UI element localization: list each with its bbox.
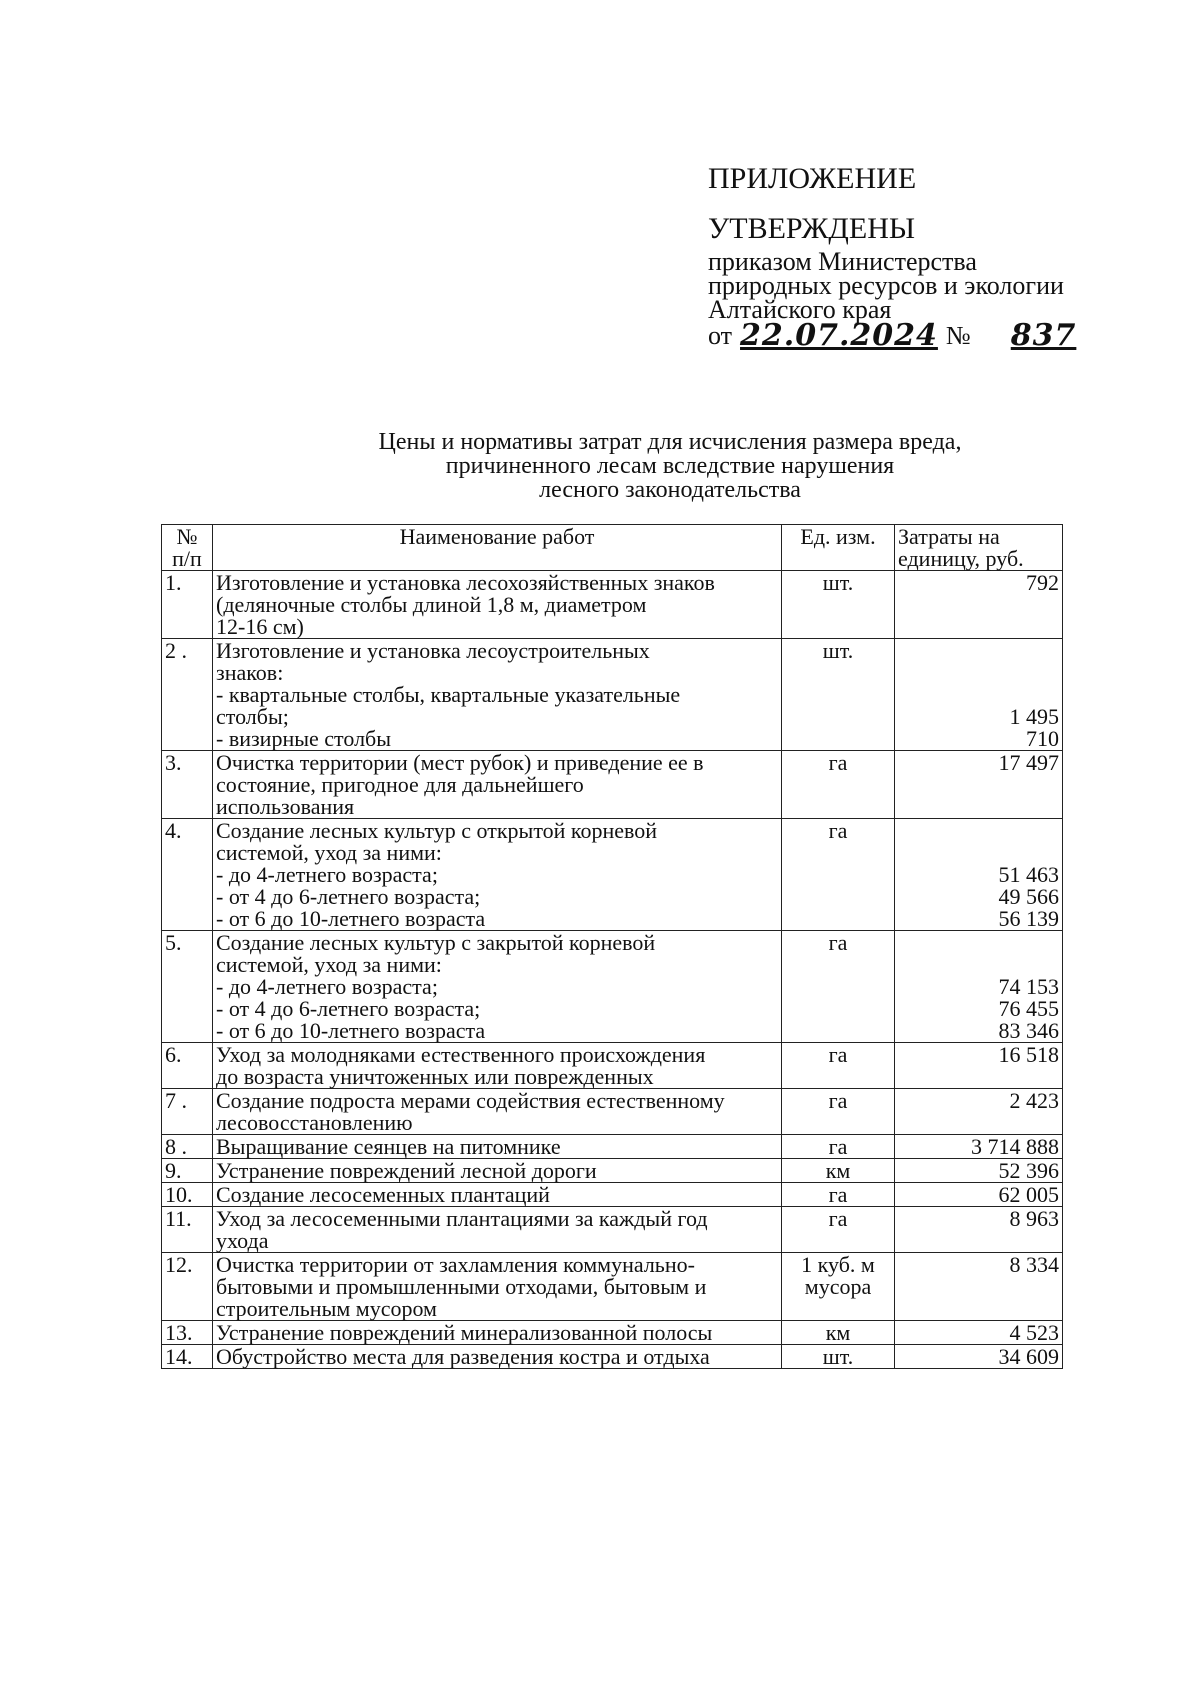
row-cost xyxy=(895,1321,1063,1345)
table-row xyxy=(162,571,1063,639)
row-unit: га xyxy=(782,751,895,819)
row-number: 14. xyxy=(162,1345,213,1369)
cost-value: 56 139 xyxy=(998,906,1059,931)
row-cost xyxy=(895,1183,1063,1207)
work-name-line: лесовосстановлению xyxy=(216,1110,413,1135)
row-number: 10. xyxy=(162,1183,213,1207)
work-name-line: Устранение повреждений лесной дороги xyxy=(216,1158,597,1183)
work-name-line: Изготовление и установка лесоустроительных xyxy=(216,638,650,663)
work-name-line: системой, уход за ними: xyxy=(216,840,442,865)
row-work-name xyxy=(213,1043,782,1089)
row-work-name xyxy=(213,639,782,751)
header-num: № п/п xyxy=(162,525,213,571)
row-work-name xyxy=(213,751,782,819)
order-date-handwritten: 22.07.2024 xyxy=(740,318,938,353)
work-name-line: - от 4 до 6-летнего возраста; xyxy=(216,996,481,1021)
row-unit: га xyxy=(782,1207,895,1253)
row-unit: шт. xyxy=(782,571,895,639)
row-number: 11. xyxy=(162,1207,213,1253)
row-cost xyxy=(895,1253,1063,1321)
title-line-3: лесного законодательства xyxy=(539,477,801,503)
work-name-line: Создание лесных культур с открытой корневой xyxy=(216,818,658,843)
cost-value: 4 523 xyxy=(1009,1320,1059,1345)
row-cost xyxy=(895,751,1063,819)
approval-line-3: Алтайского края xyxy=(708,295,892,324)
cost-value: 792 xyxy=(1026,570,1059,595)
work-name-line: Устранение повреждений минерализованной полосы xyxy=(216,1320,713,1345)
row-cost xyxy=(895,1135,1063,1159)
row-unit: шт. xyxy=(782,1345,895,1369)
work-name-line: 12-16 см) xyxy=(216,614,304,639)
work-name-line: - от 6 до 10-летнего возраста xyxy=(216,906,486,931)
row-unit: га xyxy=(782,1089,895,1135)
row-number: 8 . xyxy=(162,1135,213,1159)
work-name-line: - от 4 до 6-летнего возраста; xyxy=(216,884,481,909)
cost-value: 8 963 xyxy=(1009,1206,1059,1231)
work-name-line: состояние, пригодное для дальнейшего xyxy=(216,772,584,797)
cost-value: 74 153 xyxy=(998,974,1059,999)
order-number-handwritten: 837 xyxy=(1010,318,1077,353)
work-name-line: Обустройство места для разведения костра и отдыха xyxy=(216,1344,710,1369)
work-name-line: Изготовление и установка лесохозяйственных знаков xyxy=(216,570,715,595)
work-name-line: знаков: xyxy=(216,660,284,685)
work-name-line: Уход за лесосеменными плантациями за каждый год xyxy=(216,1206,708,1231)
table-row xyxy=(162,1135,1063,1159)
row-work-name xyxy=(213,1135,782,1159)
row-work-name xyxy=(213,1183,782,1207)
cost-norms-table xyxy=(161,524,1063,1369)
row-cost xyxy=(895,1043,1063,1089)
work-name-line: ухода xyxy=(216,1228,269,1253)
cost-value: 52 396 xyxy=(998,1158,1059,1183)
row-cost xyxy=(895,931,1063,1043)
table-row xyxy=(162,1321,1063,1345)
cost-value: 76 455 xyxy=(998,996,1059,1021)
row-unit: км xyxy=(782,1321,895,1345)
table-row xyxy=(162,1043,1063,1089)
cost-value: 1 495 xyxy=(1009,704,1059,729)
cost-value: 8 334 xyxy=(1009,1252,1059,1277)
table-row xyxy=(162,1207,1063,1253)
work-name-line: - визирные столбы xyxy=(216,726,392,751)
header-cost: Затраты на единицу, руб. xyxy=(895,525,1063,571)
row-number: 9. xyxy=(162,1159,213,1183)
work-name-line: Выращивание сеянцев на питомнике xyxy=(216,1134,561,1159)
row-unit: га xyxy=(782,1135,895,1159)
table-row xyxy=(162,1183,1063,1207)
work-name-line: Уход за молодняками естественного происхождения xyxy=(216,1042,706,1067)
row-cost xyxy=(895,571,1063,639)
row-number: 13. xyxy=(162,1321,213,1345)
cost-value: 2 423 xyxy=(1009,1088,1059,1113)
work-name-line: - до 4-летнего возраста; xyxy=(216,862,438,887)
cost-value: 83 346 xyxy=(998,1018,1059,1043)
row-unit: га xyxy=(782,819,895,931)
row-unit: га xyxy=(782,1043,895,1089)
title-line-1: Цены и нормативы затрат для исчисления размера вреда, xyxy=(378,429,962,455)
row-work-name xyxy=(213,931,782,1043)
order-date-number xyxy=(708,318,1161,353)
cost-value: 62 005 xyxy=(998,1182,1059,1207)
document-title xyxy=(300,430,1040,502)
table-row xyxy=(162,751,1063,819)
approved-label: УТВЕРЖДЕНЫ xyxy=(708,212,916,245)
work-name-line: до возраста уничтоженных или поврежденных xyxy=(216,1064,654,1089)
row-number: 2 . xyxy=(162,639,213,751)
row-work-name xyxy=(213,571,782,639)
title-line-2: причиненного лесам вследствие нарушения xyxy=(445,453,895,479)
cost-spacer xyxy=(898,932,1059,976)
work-name-line: использования xyxy=(216,794,355,819)
work-name-line: Очистка территории (мест рубок) и приведение ее в xyxy=(216,750,704,775)
work-name-line: - до 4-летнего возраста; xyxy=(216,974,438,999)
approval-line-2: природных ресурсов и экологии xyxy=(708,271,1064,300)
row-work-name xyxy=(213,1159,782,1183)
header-unit: Ед. изм. xyxy=(782,525,895,571)
work-name-line: - от 6 до 10-летнего возраста xyxy=(216,1018,486,1043)
cost-value: 51 463 xyxy=(998,862,1059,887)
table-row xyxy=(162,931,1063,1043)
row-number: 3. xyxy=(162,751,213,819)
row-work-name xyxy=(213,1253,782,1321)
work-name-line: Создание подроста мерами содействия естественному xyxy=(216,1088,725,1113)
row-number: 4. xyxy=(162,819,213,931)
row-cost xyxy=(895,1089,1063,1135)
row-work-name xyxy=(213,1207,782,1253)
row-unit: 1 куб. м мусора xyxy=(782,1253,895,1321)
row-number: 1. xyxy=(162,571,213,639)
row-cost xyxy=(895,639,1063,751)
date-prefix: от xyxy=(708,321,733,350)
row-number: 12. xyxy=(162,1253,213,1321)
row-number: 6. xyxy=(162,1043,213,1089)
row-work-name xyxy=(213,1345,782,1369)
row-unit: шт. xyxy=(782,639,895,751)
cost-value: 34 609 xyxy=(998,1344,1059,1369)
cost-value: 17 497 xyxy=(998,750,1059,775)
cost-value: 3 714 888 xyxy=(971,1134,1059,1159)
table-row xyxy=(162,1253,1063,1321)
work-name-line: - квартальные столбы, квартальные указательные xyxy=(216,682,681,707)
row-unit: га xyxy=(782,931,895,1043)
cost-spacer xyxy=(898,820,1059,864)
appendix-label: ПРИЛОЖЕНИЕ xyxy=(708,162,917,195)
work-name-line: столбы; xyxy=(216,704,289,729)
table-row xyxy=(162,639,1063,751)
work-name-line: Очистка территории от захламления коммунально- xyxy=(216,1252,695,1277)
work-name-line: (деляночные столбы длиной 1,8 м, диаметром xyxy=(216,592,647,617)
work-name-line: строительным мусором xyxy=(216,1296,437,1321)
table-header-row xyxy=(162,525,1063,571)
cost-value: 710 xyxy=(1026,726,1059,751)
table-row xyxy=(162,819,1063,931)
row-cost xyxy=(895,1345,1063,1369)
work-name-line: бытовыми и промышленными отходами, бытовым и xyxy=(216,1274,707,1299)
row-work-name xyxy=(213,1089,782,1135)
approval-block xyxy=(708,162,1161,353)
header-name: Наименование работ xyxy=(213,525,782,571)
work-name-line: Создание лесосеменных плантаций xyxy=(216,1182,550,1207)
work-name-line: системой, уход за ними: xyxy=(216,952,442,977)
table-row xyxy=(162,1345,1063,1369)
number-prefix: № xyxy=(945,321,971,350)
cost-spacer xyxy=(898,640,1059,706)
row-cost xyxy=(895,1207,1063,1253)
cost-value: 16 518 xyxy=(998,1042,1059,1067)
row-number: 7 . xyxy=(162,1089,213,1135)
row-work-name xyxy=(213,1321,782,1345)
row-number: 5. xyxy=(162,931,213,1043)
cost-value: 49 566 xyxy=(998,884,1059,909)
row-cost xyxy=(895,819,1063,931)
table-row xyxy=(162,1089,1063,1135)
row-work-name xyxy=(213,819,782,931)
table-row xyxy=(162,1159,1063,1183)
row-unit: км xyxy=(782,1159,895,1183)
work-name-line: Создание лесных культур с закрытой корневой xyxy=(216,930,656,955)
row-cost xyxy=(895,1159,1063,1183)
row-unit: га xyxy=(782,1183,895,1207)
approval-line-1: приказом Министерства xyxy=(708,247,977,276)
